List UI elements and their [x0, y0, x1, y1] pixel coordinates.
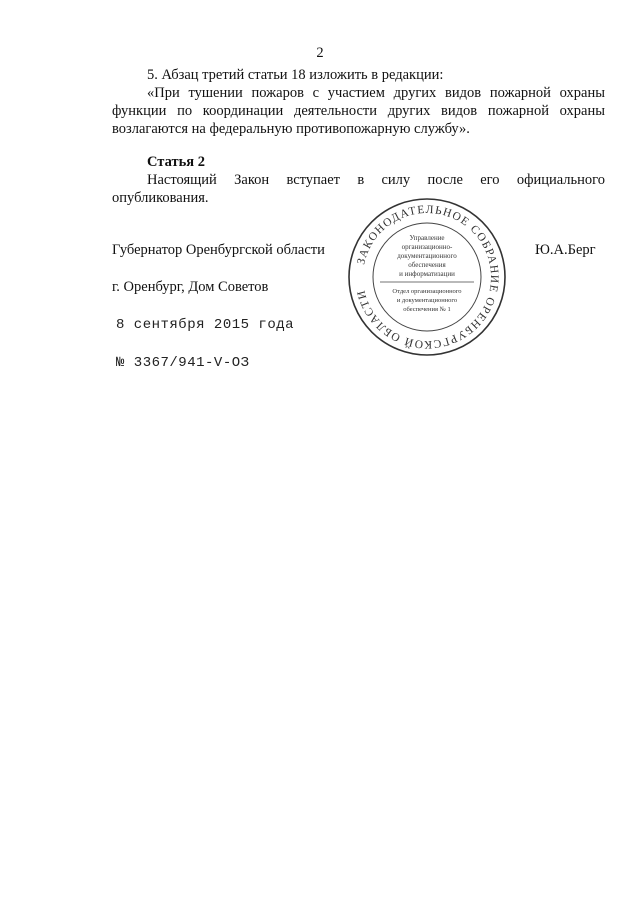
amendment-quote: «При тушении пожаров с участием других видов пожарной охраны функции по координации деятельности других видов пожарной охраны возлагаются на федеральную противопожарную службу». — [112, 85, 605, 137]
signing-place: г. Оренбург, Дом Советов — [112, 279, 269, 295]
amendment-item: 5. Абзац третий статьи 18 изложить в редакции: — [147, 67, 444, 83]
stamp-line: и документационного — [396, 297, 458, 304]
governor-title: Губернатор Оренбургской области — [112, 242, 325, 258]
official-seal-stamp — [346, 196, 508, 358]
stamp-line: обеспечения № 1 — [403, 306, 451, 313]
signing-date: 8 сентября 2015 года — [116, 317, 295, 333]
stamp-line: Отдел организационного — [392, 288, 462, 295]
stamp-line: и информатизации — [399, 270, 455, 278]
stamp-line: обеспечения — [408, 261, 446, 269]
law-number: № 3367/941-V-ОЗ — [116, 355, 250, 371]
stamp-line: организационно- — [401, 243, 453, 251]
stamp-ring-text: ЗАКОНОДАТЕЛЬНОЕ СОБРАНИЕ ОРЕНБУРГСКОЙ ОБЛАСТИ — [355, 203, 501, 351]
stamp-line: Управление — [409, 234, 445, 242]
page-number: 2 — [316, 45, 324, 61]
article-heading: Статья 2 — [147, 154, 205, 170]
stamp-line: документационного — [397, 252, 457, 260]
article-text: Настоящий Закон вступает в силу после его официального опубликования. — [112, 172, 605, 206]
governor-name: Ю.А.Берг — [535, 242, 596, 258]
